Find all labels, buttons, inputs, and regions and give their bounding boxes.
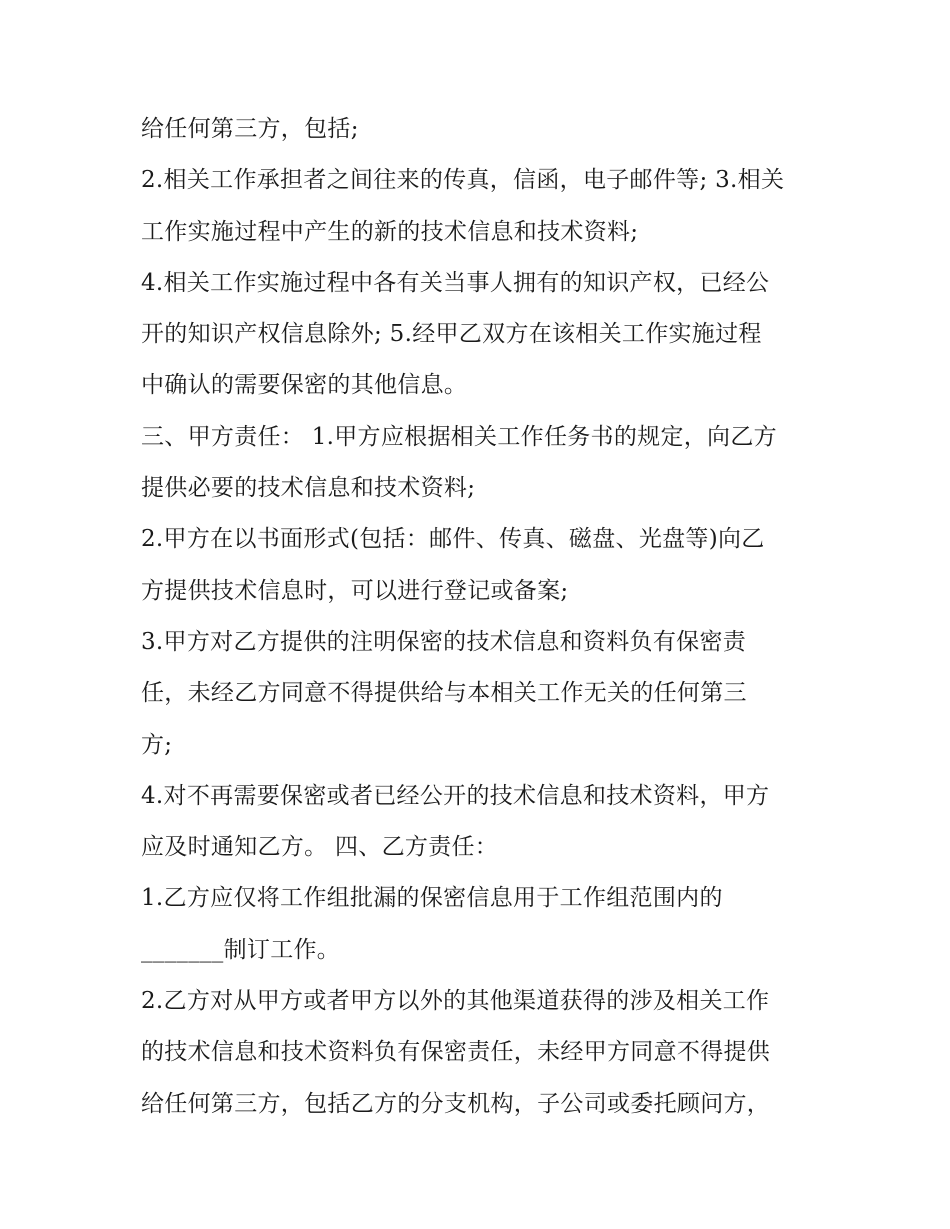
text-line: 2.乙方对从甲方或者甲方以外的其他渠道获得的涉及相关工作: [141, 988, 770, 1015]
text-line: 给任何第三方，包括乙方的分支机构，子公司或委托顾问方，: [141, 1090, 771, 1117]
section-heading-line: 三、甲方责任： 1.甲方应根据相关工作任务书的规定，向乙方: [141, 423, 777, 450]
text-line: 给任何第三方，包括;: [141, 116, 359, 142]
fill-in-blank-line: _______制订工作。: [141, 936, 341, 963]
text-line: 2.甲方在以书面形式(包括：邮件、传真、磁盘、光盘等)向乙: [141, 526, 765, 553]
text-line: 任，未经乙方同意不得提供给与本相关工作无关的任何第三: [141, 680, 747, 707]
document-body: [141, 104, 831, 1130]
text-line: 开的知识产权信息除外; 5.经甲乙双方在该相关工作实施过程: [141, 321, 762, 348]
text-line: 方;: [141, 731, 173, 758]
text-line: 4.对不再需要保密或者已经公开的技术信息和技术资料，甲方: [141, 782, 770, 809]
text-line: 的技术信息和技术资料负有保密责任，未经甲方同意不得提供: [141, 1039, 771, 1066]
text-line: 方提供技术信息时，可以进行登记或备案;: [141, 577, 569, 604]
text-line: 4.相关工作实施过程中各有关当事人拥有的知识产权，已经公: [141, 269, 770, 296]
text-line: 工作实施过程中产生的新的技术信息和技术资料;: [141, 218, 639, 245]
text-line: 2.相关工作承担者之间往来的传真，信函，电子邮件等; 3.相关: [141, 167, 785, 194]
text-line: 提供必要的技术信息和技术资料;: [141, 475, 476, 502]
section-heading-line: 应及时通知乙方。 四、乙方责任：: [141, 834, 499, 861]
text-line: 3.甲方对乙方提供的注明保密的技术信息和资料负有保密责: [141, 628, 747, 655]
text-line: 中确认的需要保密的其他信息。: [141, 372, 468, 399]
text-line: 1.乙方应仅将工作组批漏的保密信息用于工作组范围内的: [141, 885, 723, 912]
